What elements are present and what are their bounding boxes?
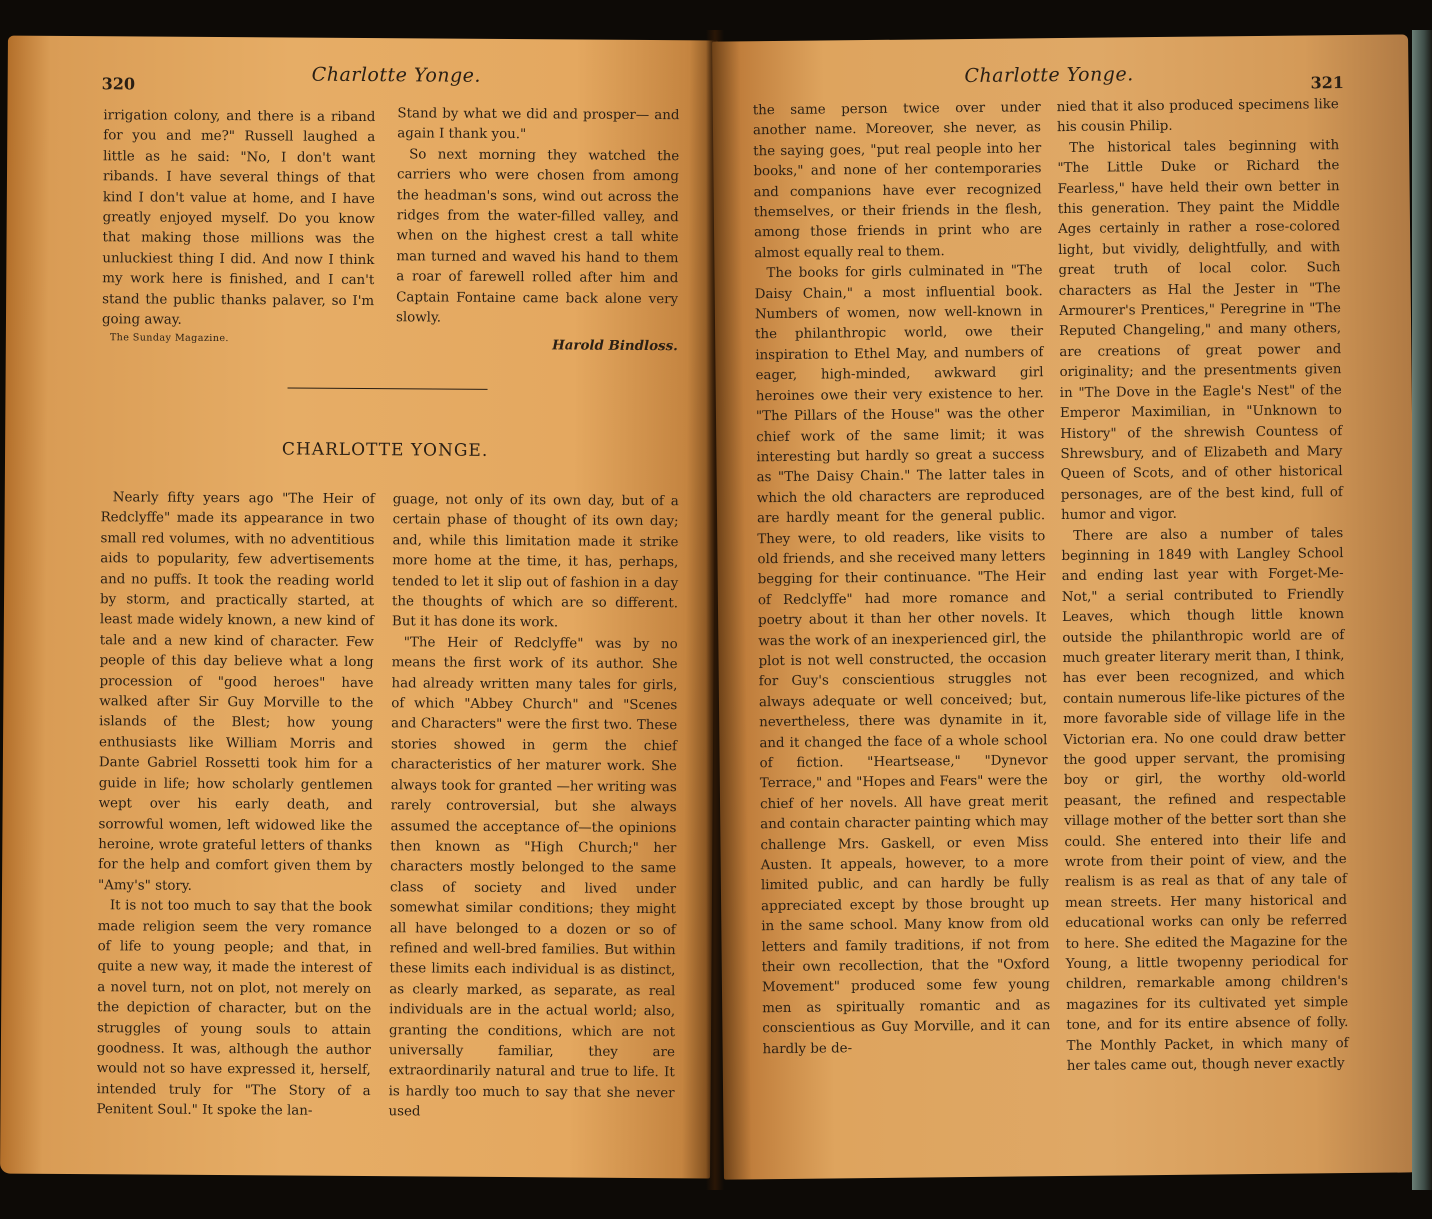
author-signature: Harold Bindloss. xyxy=(552,337,678,355)
continued-story-column-2 xyxy=(396,104,680,357)
article-title: CHARLOTTE YONGE. xyxy=(281,439,489,461)
article-column-3 xyxy=(753,98,1051,1060)
right-running-head: Charlotte Yonge. xyxy=(964,63,1134,88)
paragraph: There are also a number of tales beginning in 1849 with Langley School and ending last year with Forget-Me-Not," a serial contributed to Friendly Leaves, which though little known outside the philanthropic world are of much greater literary merit than, I think, has ever been recognized, and which contain numerous life-like pictures of the more favorable side of village life in the Victorian era. No one could draw better the good upper servant, the promising boy or girl, the worthy old-world peasant, the refined and respectable village mother of the better sort than she could. She entered into their life and wrote from their point of view, and the realism is as real as that of any tale of mean streets. Her many historical and educational works can only be referred to here. She edited the Magazine for the Young, a little twopenny periodical for children, remarkable among children's magazines for its cultivated yet simple tone, and for its entire absence of folly. The Monthly Packet, in which many of her tales came out, though never exactly xyxy=(1061,525,1349,1075)
article-column-2 xyxy=(388,490,678,1125)
paragraph: nied that it also produced specimens like his cousin Philip. xyxy=(1056,97,1339,136)
paragraph: Nearly fifty years ago "The Heir of Redclyffe" made its appearance in two small red volumes, with no adventitious aids to popularity, few advertisements and no puffs. It took the reading world by storm, and practically started, at least made widely known, a new kind of tale and a new kind of character. Few people of this day believe what a long procession of "good heroes" have walked after Sir Guy Morville to the islands of the Blest; how young enthusiasts like William Morris and Dante Gabriel Rossetti took him for a guide in life; how scholarly gentlemen wept over his early death, and sorrowful women, left widowed like the heroine, wrote grateful letters of thanks for the help and comfort given them by "Amy's" story. xyxy=(97,490,375,894)
paragraph: It is not too much to say that the book made religion seem the very romance of life to young people; and that, in quite a new way, it made the interest of a novel turn, not on plot, not merely on the depiction of character, but on the struggles of young souls to attain goodness. It was, although the author would not so have expressed it, herself, intended truly for "The Story of a Penitent Soul." It spoke the lan- xyxy=(96,898,372,1119)
continued-story-column-1 xyxy=(102,106,376,332)
left-page-number: 320 xyxy=(101,74,136,94)
article-column-4 xyxy=(1057,95,1349,1077)
article-column-1 xyxy=(96,488,374,1122)
paragraph: Stand by what we did and prosper— and again I thank you." xyxy=(397,106,680,143)
section-divider xyxy=(288,387,488,389)
right-page-number: 321 xyxy=(1310,73,1345,93)
paragraph: guage, not only of its own day, but of a certain phase of thought of its own day; and, while this limitation made it strike more home at the time, it has, perhaps, tended to let it slip out of fashion in a day the thoughts of which are so different. But it has done its work. xyxy=(391,492,679,631)
paragraph: The historical tales beginning with "The Little Duke or Richard the Fearless," have held their own better in this generation. They paint the Middle Ages certainly in rather a rose-colored light, but vividly, delightfully, and with great truth of local color. Such characters as Hal the Jester in "The Armourer's Prentices," Peregrine in "The Reputed Changeling," and many others, are creations of great power and originality; and the presentments given in "The Dove in the Eagle's Nest" of the Emperor Maximilian, in "Unknown to History" of the shrewish Countess of Shrewsbury, and of Elizabeth and Mary Queen of Scots, and of other historical personages, are of the best kind, full of humor and vigor. xyxy=(1057,137,1343,524)
paragraph: The books for girls culminated in "The Daisy Chain," a most influential book. Numbers of women, now well-known in the philanthropic world, owe their inspiration to Ethel May, and numbers of eager, high-minded, awkward girl heroines owe their very existence to her. "The Pillars of the House" was the other chief work of the same limit; it was interesting but hardly so great a success as "The Daisy Chain." The latter tales in which the old characters are reproduced are hardly meant for the general public. They were, to old readers, like visits to old friends, and she received many letters begging for their continuance. "The Heir of Redclyffe" had more romance and poetry about it than her other novels. It was the work of an inexperienced girl, the plot is not well constructed, the occasion for Guy's conscientious struggles not always adequate or well conceived; but, nevertheless, there was dynamite in it, and it changed the face of a whole school of fiction. "Heartsease," "Dynevor Terrace," and "Hopes and Fears" were the chief of her novels. All have great merit and contain character painting which may challenge Mrs. Gaskell, or even Miss Austen. It appeals, however, to a more limited public, and can hardly be fully appreciated except by those brought up in the same school. Many know from old letters and family traditions, if not from their own recollection, that the "Oxford Movement" produced some few young men as spiritually romantic and as conscientious as Guy Morville, and it can hardly be de- xyxy=(754,263,1051,1057)
book-cover-edge xyxy=(1412,30,1432,1190)
paragraph: irrigation colony, and there is a riband for you and me?" Russell laughed a little as he said: "No, I don't want ribands. I have several things of that kind I don't value at home, and I have greatly enjoyed myself. Do you know that making those millions was the unluckiest thing I did. And now I think my work here is finished, and I can't stand the public thanks palaver, so I'm going away. xyxy=(101,108,376,328)
paragraph: So next morning they watched the carriers who were chosen from among the headman's sons, wind out across the ridges from the water-filled valley, and when on the highest crest a tall white man turned and waved his hand to them a roar of farewell rolled after him and Captain Fontaine came back alone very slowly. xyxy=(395,147,680,326)
left-running-head: Charlotte Yonge. xyxy=(311,63,482,87)
left-page xyxy=(0,36,718,1179)
right-page xyxy=(712,34,1420,1179)
source-credit: The Sunday Magazine. xyxy=(109,332,229,345)
paragraph: "The Heir of Redclyffe" was by no means the first work of its author. She had already written many tales for girls, of which "Abbey Church" and "Scenes and Characters" were the first two. These stories showed in germ the chief characteristics of her maturer work. She always took for granted —her writing was rarely controversial, but she always assumed the acceptance of—the opinions then known as "High Church;" her characters mostly belonged to the same class of society and lived under somewhat similar conditions; they might all have belonged to a dozen or so of refined and well-bred families. But within these limits each individual is as distinct, as clearly marked, as separate, as real individuals are in the actual world; also, granting the conditions, which are not universally familiar, they are extraordinarily natural and true to life. It is hardly too much to say that she never used xyxy=(388,635,678,1120)
paragraph: the same person twice over under another name. Moreover, she never, as the saying goes, "put real people into her books," and none of her contemporaries and companions have ever recognized themselves, or their friends in the flesh, among those friends in print who are almost equally real to them. xyxy=(752,100,1043,262)
